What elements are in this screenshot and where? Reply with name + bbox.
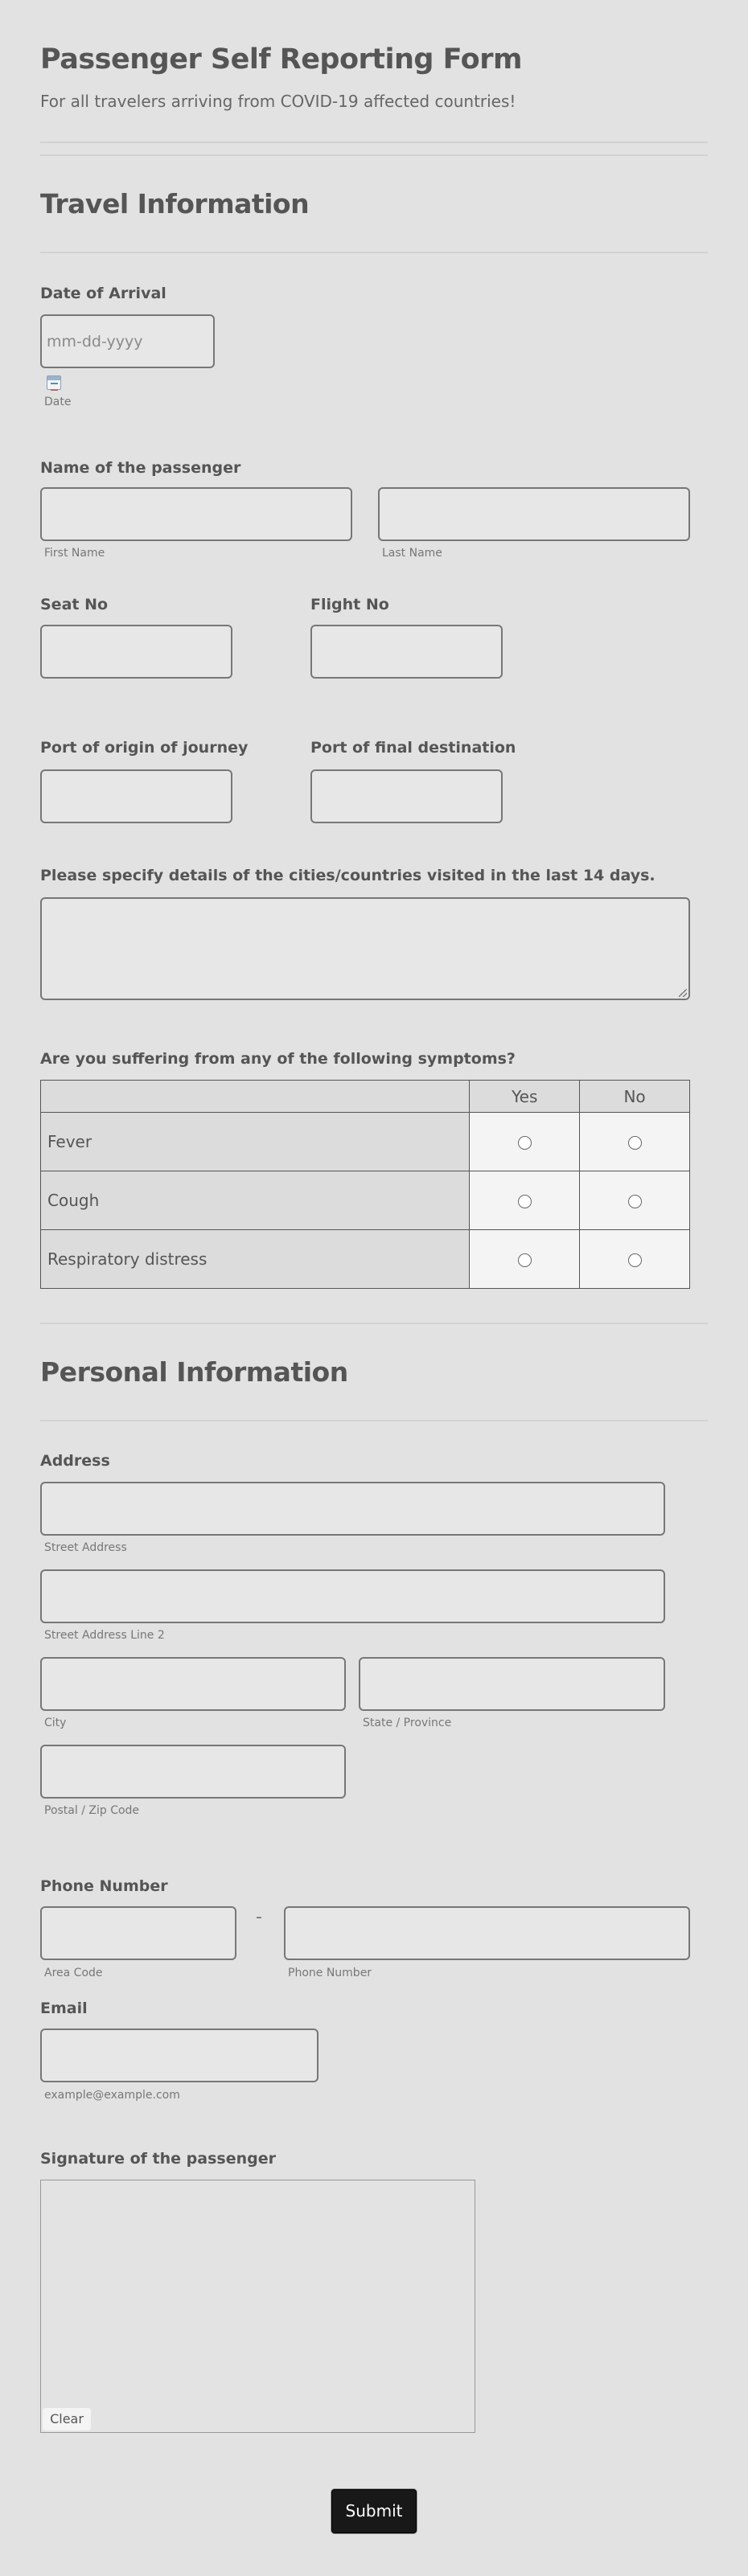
email-input[interactable]: [40, 2028, 319, 2082]
matrix-row-label: Respiratory distress: [41, 1230, 470, 1289]
address-label: Address: [40, 1452, 110, 1470]
matrix-row-cough: [41, 1171, 690, 1230]
matrix-row-fever: [41, 1113, 690, 1171]
divider: [40, 1420, 708, 1421]
email-label: Email: [40, 2000, 88, 2017]
city-sublabel: City: [44, 1717, 67, 1729]
destination-port-label: Port of final destination: [310, 739, 516, 757]
section-title-travel: Travel Information: [40, 188, 310, 219]
seat-no-label: Seat No: [40, 596, 109, 613]
phone-number-sublabel: Phone Number: [288, 1967, 372, 1979]
area-code-input[interactable]: [40, 1906, 236, 1960]
signature-label: Signature of the passenger: [40, 2150, 276, 2168]
phone-number-input[interactable]: [284, 1906, 690, 1960]
respiratory-distress-yes-radio[interactable]: [518, 1253, 532, 1267]
fever-yes-radio[interactable]: [518, 1136, 532, 1150]
flight-no-label: Flight No: [310, 596, 389, 613]
state-province-input[interactable]: [359, 1657, 665, 1711]
divider: [40, 142, 708, 143]
email-sublabel: example@example.com: [44, 2089, 180, 2102]
cough-yes-radio[interactable]: [518, 1195, 532, 1208]
matrix-cell: [470, 1113, 580, 1171]
matrix-column-yes: Yes: [470, 1081, 580, 1113]
destination-port-input[interactable]: [310, 769, 503, 823]
origin-port-input[interactable]: [40, 769, 232, 823]
symptoms-label: Are you suffering from any of the following symptoms?: [40, 1050, 516, 1068]
matrix-row-label: Cough: [41, 1171, 470, 1230]
divider: [40, 1323, 708, 1324]
seat-no-input[interactable]: [40, 625, 232, 679]
matrix-row-label: Fever: [41, 1113, 470, 1171]
first-name-sublabel: First Name: [44, 547, 105, 560]
divider: [40, 154, 708, 156]
city-input[interactable]: [40, 1657, 346, 1711]
street-address-line2-input[interactable]: [40, 1569, 665, 1623]
street-address-input[interactable]: [40, 1482, 665, 1536]
state-province-sublabel: State / Province: [363, 1717, 452, 1729]
divider: [40, 252, 708, 253]
postal-code-sublabel: Postal / Zip Code: [44, 1804, 140, 1817]
arrival-date-input[interactable]: [40, 314, 215, 368]
calendar-icon[interactable]: [47, 375, 61, 390]
resize-handle-icon[interactable]: [679, 989, 687, 997]
flight-no-input[interactable]: [310, 625, 503, 679]
matrix-header-empty: [41, 1081, 470, 1113]
respiratory-distress-no-radio[interactable]: [628, 1253, 642, 1267]
cities-visited-textarea[interactable]: [40, 897, 690, 1000]
fever-no-radio[interactable]: [628, 1136, 642, 1150]
last-name-input[interactable]: [378, 487, 690, 541]
cities-visited-label: Please specify details of the cities/countries visited in the last 14 days.: [40, 867, 656, 884]
arrival-date-sublabel: Date: [44, 396, 72, 408]
symptoms-matrix: [40, 1080, 690, 1289]
matrix-column-no: No: [580, 1081, 690, 1113]
cough-no-radio[interactable]: [628, 1195, 642, 1208]
form-subtitle: For all travelers arriving from COVID-19 affected countries!: [40, 92, 516, 111]
arrival-date-label: Date of Arrival: [40, 285, 166, 302]
matrix-cell: [580, 1171, 690, 1230]
last-name-sublabel: Last Name: [382, 547, 442, 560]
matrix-header-row: [41, 1081, 690, 1113]
street-address-line2-sublabel: Street Address Line 2: [44, 1629, 165, 1642]
phone-separator: -: [256, 1907, 262, 1927]
matrix-row-respiratory-distress: [41, 1230, 690, 1289]
signature-pad[interactable]: [40, 2180, 475, 2433]
street-address-sublabel: Street Address: [44, 1541, 127, 1554]
matrix-cell: [580, 1113, 690, 1171]
first-name-input[interactable]: [40, 487, 352, 541]
passenger-name-label: Name of the passenger: [40, 459, 241, 477]
matrix-cell: [470, 1230, 580, 1289]
area-code-sublabel: Area Code: [44, 1967, 103, 1979]
origin-port-label: Port of origin of journey: [40, 739, 249, 757]
phone-number-label: Phone Number: [40, 1877, 168, 1895]
postal-code-input[interactable]: [40, 1745, 346, 1799]
section-title-personal: Personal Information: [40, 1356, 348, 1388]
submit-button[interactable]: Submit: [331, 2489, 417, 2533]
form-title: Passenger Self Reporting Form: [40, 43, 522, 76]
clear-signature-button[interactable]: Clear: [43, 2408, 91, 2430]
matrix-cell: [470, 1171, 580, 1230]
matrix-cell: [580, 1230, 690, 1289]
